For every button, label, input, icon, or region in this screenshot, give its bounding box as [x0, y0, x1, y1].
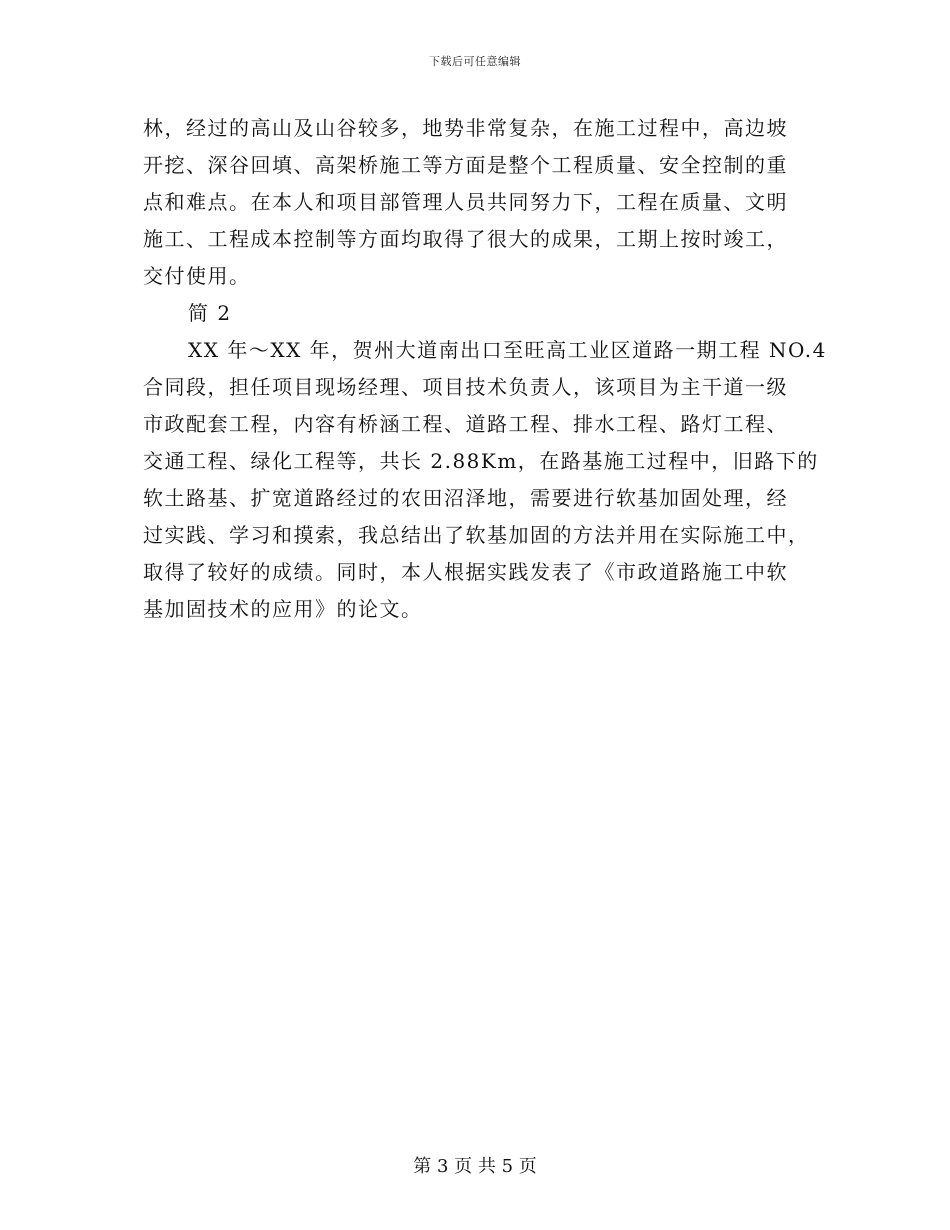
- page-number-footer: 第 3 页 共 5 页: [413, 1156, 537, 1177]
- text-line: 软土路基、扩宽道路经过的农田沼泽地，需要进行软基加固处理，经: [143, 486, 788, 510]
- text-line: 交通工程、绿化工程等，共长 2.88Km，在路基施工过程中，旧路下的: [143, 449, 819, 473]
- text-line: XX 年～XX 年，贺州大道南出口至旺高工业区道路一期工程 NO.4: [188, 338, 827, 362]
- text-line: 过实践、学习和摸索，我总结出了软基加固的方法并用在实际施工中，: [143, 523, 810, 547]
- text-line: 开挖、深谷回填、高架桥施工等方面是整个工程质量、安全控制的重: [143, 153, 788, 177]
- text-line: 林，经过的高山及山谷较多，地势非常复杂，在施工过程中，高边坡: [143, 116, 788, 140]
- text-line: 取得了较好的成绩。同时，本人根据实践发表了《市政道路施工中软: [143, 560, 788, 584]
- text-line: 点和难点。在本人和项目部管理人员共同努力下，工程在质量、文明: [143, 190, 788, 214]
- document-body: [143, 110, 827, 628]
- text-line: 市政配套工程，内容有桥涵工程、道路工程、排水工程、路灯工程、: [143, 412, 788, 436]
- section-heading: 简 2: [188, 301, 232, 325]
- text-line: 交付使用。: [143, 264, 251, 288]
- page-header: 下载后可任意编辑: [429, 55, 521, 68]
- text-line: 合同段，担任项目现场经理、项目技术负责人，该项目为主干道一级: [143, 375, 788, 399]
- text-line: 基加固技术的应用》的论文。: [143, 597, 423, 621]
- text-line: 施工、工程成本控制等方面均取得了很大的成果，工期上按时竣工，: [143, 227, 788, 251]
